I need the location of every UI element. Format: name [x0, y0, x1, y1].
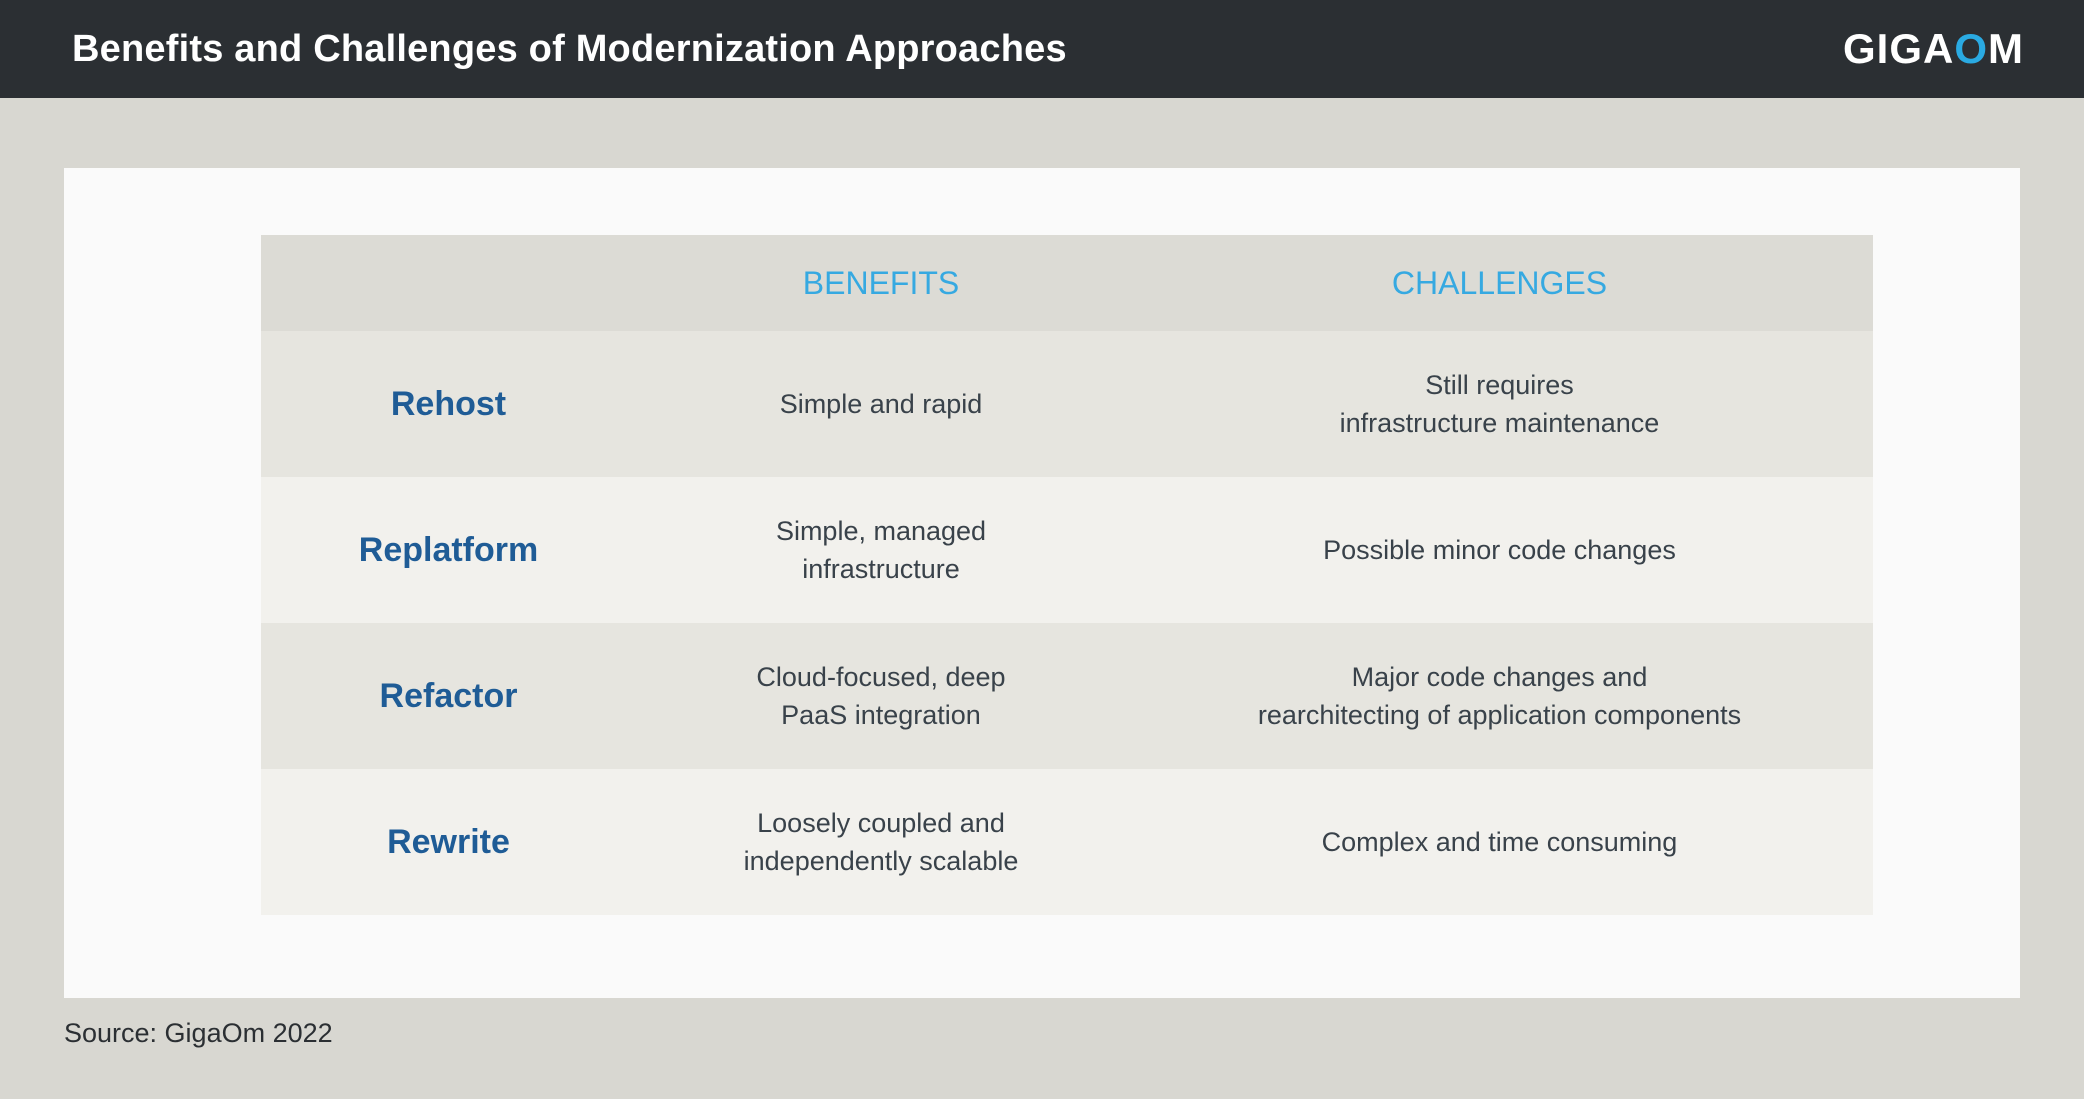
cell-approach: Refactor	[261, 623, 636, 769]
logo-text-giga: GIGA	[1842, 25, 1955, 72]
cell-benefits-line2: independently scalable	[743, 846, 1019, 876]
table-row	[261, 769, 1873, 915]
cell-benefits	[636, 477, 1126, 623]
cell-challenges-line2: rearchitecting of application components	[1257, 700, 1742, 730]
content-card	[64, 168, 2020, 998]
cell-benefits-line1: Simple, managed	[775, 515, 987, 546]
comparison-table	[261, 235, 1873, 915]
page-title: Benefits and Challenges of Modernization Approaches	[72, 27, 1067, 70]
logo-text-m: M	[1988, 25, 2024, 72]
cell-approach: Rewrite	[261, 769, 636, 915]
header-bar	[0, 0, 2084, 98]
cell-challenges-line1: Complex and time consuming	[1321, 826, 1678, 857]
logo-text-o: O	[1954, 25, 1988, 72]
cell-challenges	[1126, 769, 1873, 915]
cell-approach: Replatform	[261, 477, 636, 623]
table-row	[261, 623, 1873, 769]
cell-benefits-line1: Simple and rapid	[779, 388, 983, 419]
source-caption: Source: GigaOm 2022	[64, 1018, 333, 1048]
cell-challenges-line1: Still requires	[1425, 369, 1574, 400]
cell-challenges	[1126, 623, 1873, 769]
column-header-benefits: BENEFITS	[636, 235, 1126, 331]
cell-benefits	[636, 623, 1126, 769]
cell-challenges-line1: Major code changes and	[1351, 661, 1648, 692]
cell-benefits-line1: Cloud-focused, deep	[756, 661, 1006, 692]
cell-benefits-line1: Loosely coupled and	[757, 807, 1005, 838]
cell-challenges-line1: Possible minor code changes	[1323, 534, 1676, 565]
cell-benefits	[636, 769, 1126, 915]
cell-benefits-line2: infrastructure	[802, 554, 960, 584]
table-row	[261, 477, 1873, 623]
cell-benefits-line2: PaaS integration	[781, 700, 981, 730]
column-header-challenges: CHALLENGES	[1126, 235, 1873, 331]
gigaom-logo	[1843, 25, 2024, 73]
cell-approach: Rehost	[261, 331, 636, 477]
cell-challenges	[1126, 477, 1873, 623]
column-header-approach	[261, 235, 636, 331]
cell-challenges	[1126, 331, 1873, 477]
cell-challenges-line2: infrastructure maintenance	[1339, 408, 1660, 438]
cell-benefits	[636, 331, 1126, 477]
table-row	[261, 331, 1873, 477]
table-header-row	[261, 235, 1873, 331]
